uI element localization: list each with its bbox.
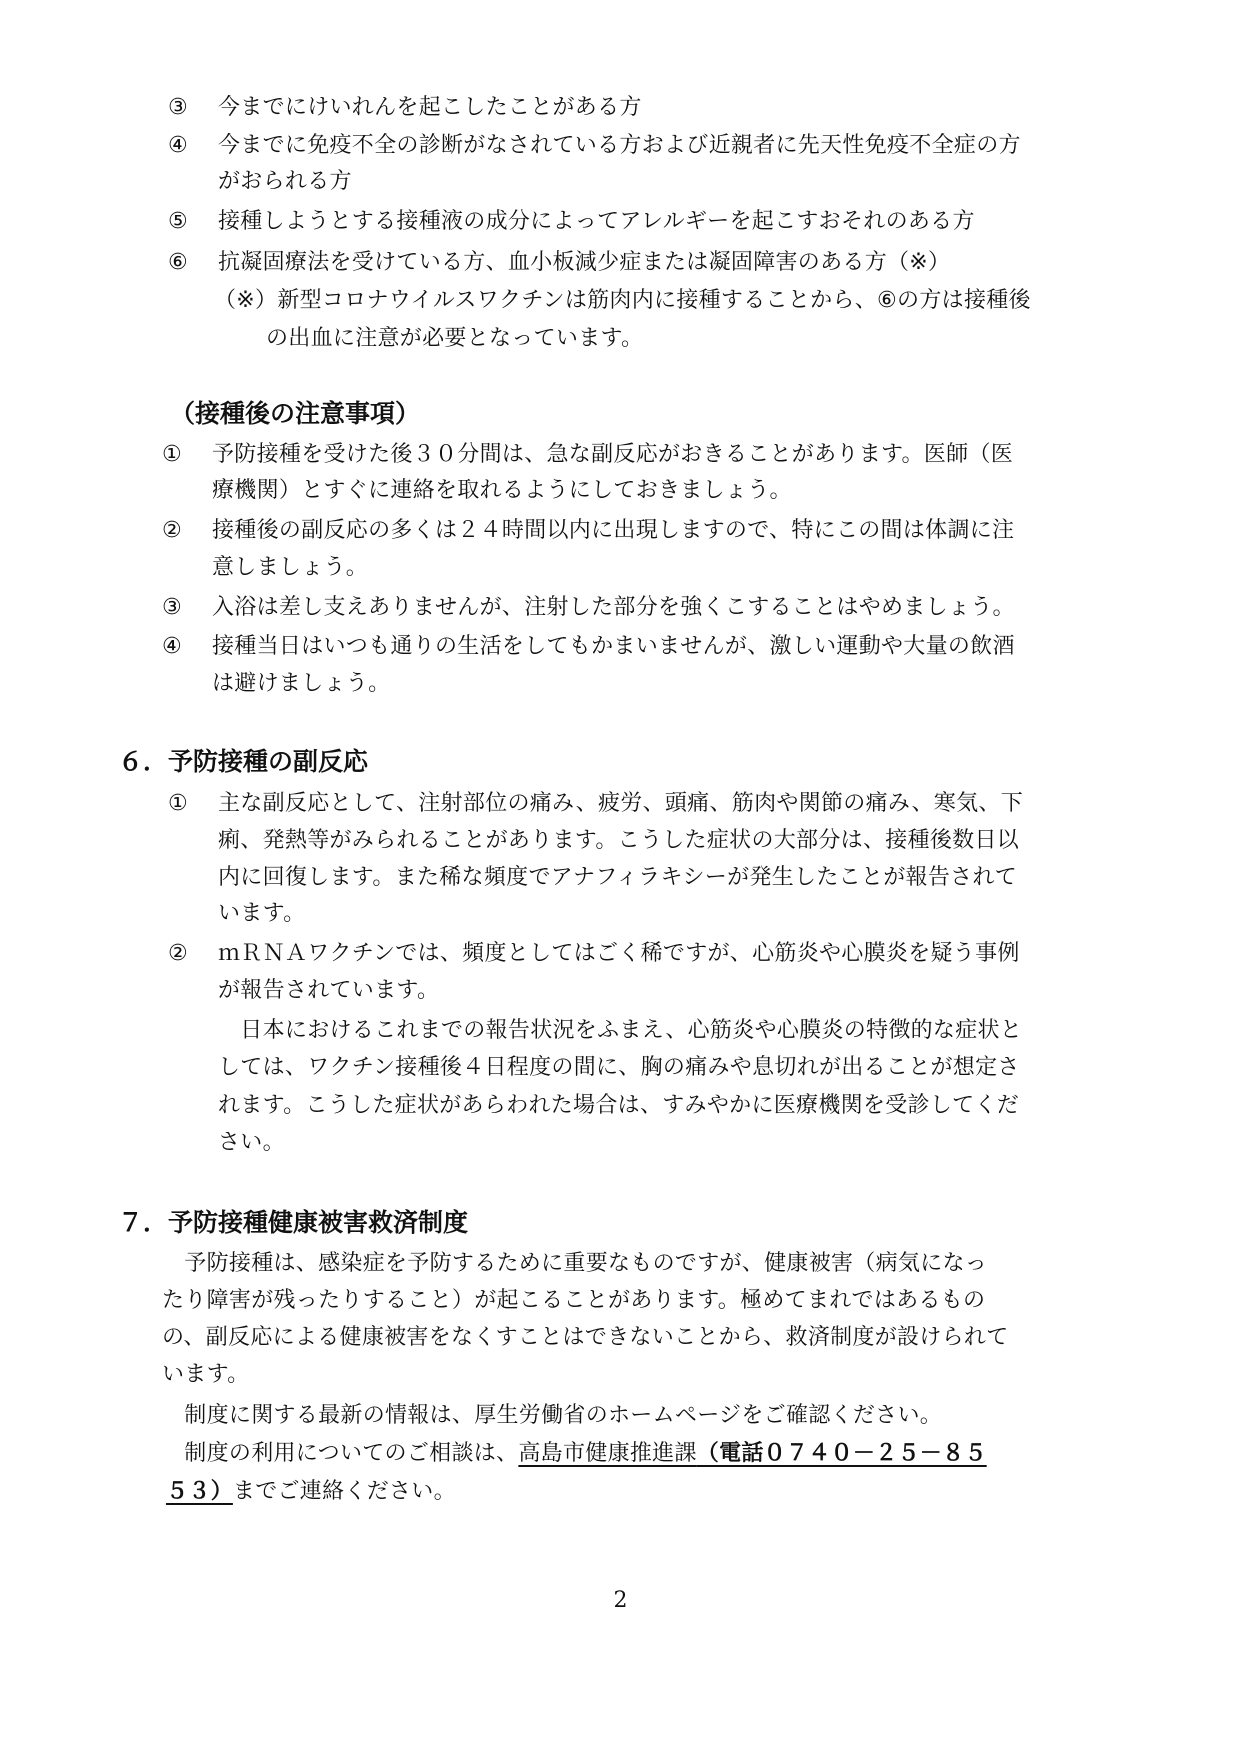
list-item-text: 予防接種を受けた後３０分間は、急な副反応がおきることがあります。医師（医 — [212, 442, 1014, 467]
list-item-text: 接種しようとする接種液の成分によってアレルギーを起こすおそれのある方 — [218, 209, 975, 234]
list-number: ① — [168, 791, 188, 816]
contact-phone-end: ５３） — [166, 1479, 233, 1504]
section-heading: （接種後の注意事項） — [170, 399, 421, 428]
paragraph-line: さい。 — [218, 1130, 285, 1155]
paragraph-line — [162, 1440, 987, 1468]
list-item-text: 抗凝固療法を受けている方、血小板減少症または凝固障害のある方（※） — [218, 250, 951, 275]
list-number: ④ — [162, 634, 182, 659]
contact-closing-text: までご連絡ください。 — [232, 1479, 456, 1504]
list-item-text: ｍＲＮＡワクチンでは、頻度としてはごく稀ですが、心筋炎や心膜炎を疑う事例 — [218, 941, 1020, 966]
list-item-text: 療機関）とすぐに連絡を取れるようにしておきましょう。 — [212, 478, 792, 503]
list-item-text: 入浴は差し支えありませんが、注射した部分を強くこすることはやめましょう。 — [212, 595, 1015, 620]
list-number: ② — [168, 941, 188, 966]
list-item-text: は避けましょう。 — [212, 671, 391, 696]
list-item-text: 内に回復します。また稀な頻度でアナフィラキシーが発生したことが報告されて — [218, 865, 1018, 890]
list-item-text: 接種当日はいつも通りの生活をしてもかまいませんが、激しい運動や大量の飲酒 — [212, 634, 1015, 659]
paragraph-line: 制度に関する最新の情報は、厚生労働省のホームページをご確認ください。 — [162, 1403, 943, 1428]
list-item-text: 痢、発熱等がみられることがあります。こうした症状の大部分は、接種後数日以 — [218, 828, 1020, 853]
paragraph-line: の、副反応による健康被害をなくすことはできないことから、救済制度が設けられて — [162, 1325, 1009, 1350]
list-item-text: 接種後の副反応の多くは２４時間以内に出現しますので、特にこの間は体調に注 — [212, 518, 1015, 543]
section-heading: ７．予防接種健康被害救済制度 — [118, 1208, 469, 1237]
contact-org: 高島市健康推進課 — [518, 1441, 697, 1466]
note-text: （※）新型コロナウイルスワクチンは筋肉内に接種することから、⑥の方は接種後 — [214, 288, 1031, 313]
list-item-text: が報告されています。 — [218, 978, 440, 1003]
paragraph-line: います。 — [162, 1362, 250, 1387]
paragraph-line: しては、ワクチン接種後４日程度の間に、胸の痛みや息切れが出ることが想定さ — [218, 1055, 1020, 1080]
list-item-text: います。 — [218, 901, 306, 926]
paragraph-line: 日本におけるこれまでの報告状況をふまえ、心筋炎や心膜炎の特徴的な症状と — [218, 1018, 1023, 1043]
list-item-text: 主な副反応として、注射部位の痛み、疲労、頭痛、筋肉や関節の痛み、寒気、下 — [218, 791, 1024, 816]
paragraph-line: れます。こうした症状があらわれた場合は、すみやかに医療機関を受診してくだ — [218, 1093, 1020, 1118]
list-number: ③ — [168, 95, 188, 120]
list-number: ② — [162, 518, 182, 543]
list-item-text: がおられる方 — [218, 169, 352, 194]
contact-phone: （電話０７４０－２５－８５ — [696, 1441, 987, 1466]
contact-lead-text: 制度の利用についてのご相談は、 — [162, 1441, 519, 1466]
paragraph-line — [166, 1478, 456, 1506]
note-text: の出血に注意が必要となっています。 — [266, 326, 644, 351]
paragraph-line: 予防接種は、感染症を予防するために重要なものですが、健康被害（病気になっ — [162, 1251, 988, 1276]
list-number: ① — [162, 442, 182, 467]
list-number: ⑥ — [168, 250, 188, 275]
list-item-text: 今までにけいれんを起こしたことがある方 — [218, 95, 642, 120]
list-number: ④ — [168, 133, 188, 158]
section-heading: ６．予防接種の副反応 — [118, 747, 369, 776]
list-item-text: 今までに免疫不全の診断がなされている方および近親者に先天性免疫不全症の方 — [218, 133, 1021, 158]
list-number: ③ — [162, 595, 182, 620]
paragraph-line: たり障害が残ったりすること）が起こることがあります。極めてまれではあるもの — [162, 1288, 986, 1313]
page-number: 2 — [613, 1588, 628, 1613]
list-number: ⑤ — [168, 209, 188, 234]
list-item-text: 意しましょう。 — [212, 555, 369, 580]
